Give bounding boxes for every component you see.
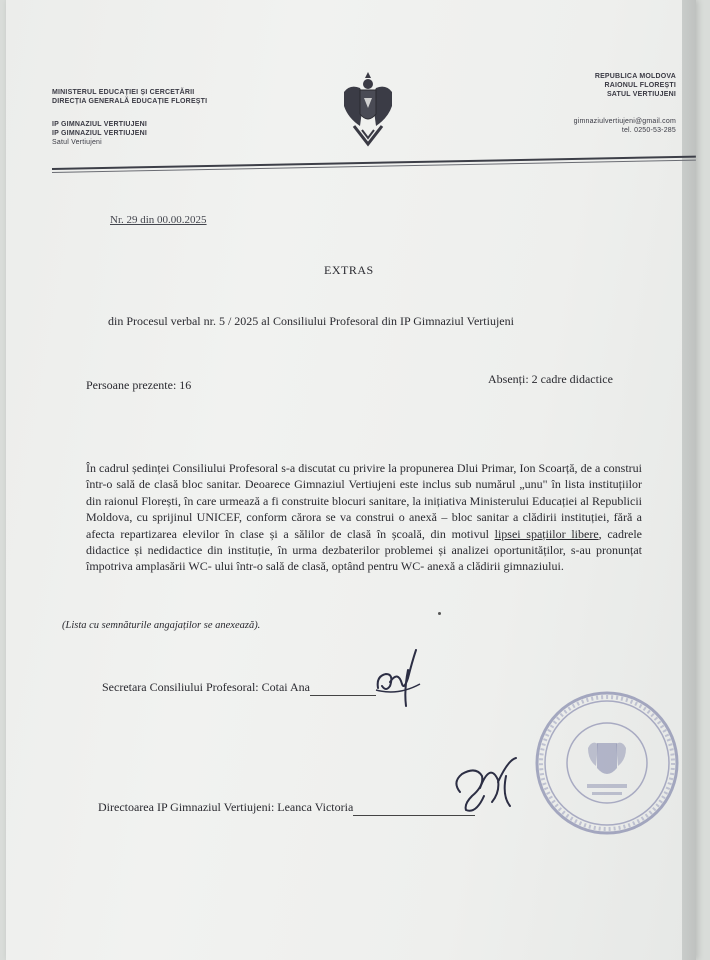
secretary-label: Secretara Consiliului Profesoral: Cotai Ana [102,680,310,694]
header-email: gimnaziulvertiujeni@gmail.com [573,118,676,125]
document-page [6,0,696,960]
secretary-signature-blank [310,680,376,696]
header-divider [52,156,696,170]
body-paragraph [86,460,642,575]
persons-present: Persoane prezente: 16 [86,378,192,392]
moldova-coat-of-arms-icon [340,66,396,156]
body-text-part1: În cadrul ședinței Consiliului Profesoral s-a discutat cu privire la propunerea Dlui Primar, Ion Scoarță, de a construi într-o sală de clasă bloc sanitar. Deoarece Gimnaziul Vertiujeni este inclus sub numărul „unu" în lista instituțiilor din raionul Florești, în care urmează a fi construite blocuri sanitare, la inițiativa Ministerului Educației al Republicii Moldova, cu sprijinul UNICEF, conform cărora se va construi o anexă – bloc sanitar a clădirii instituției, fără a afecta repartizarea elevilor în clase și a sălilor de clasă în școală, din motivul [86,461,642,541]
director-handwritten-signature [446,752,536,822]
page-edge [682,0,696,960]
header-school: IP GIMNAZIUL VERTIUJENI [52,121,147,128]
header-village: Satul Vertiujeni [52,139,102,146]
header-right-block [546,72,676,135]
ink-dot [438,612,441,615]
header-school-2: IP GIMNAZIUL VERTIUJENI [52,130,147,137]
body-text-underlined: lipsei spațiilor libere [494,526,599,541]
header-district: RAIONUL FLOREȘTI [604,82,676,89]
persons-absent: Absenți: 2 cadre didactice [488,372,613,386]
annex-note: (Lista cu semnăturile angajaților se anexează). [62,620,261,631]
header-ministry: MINISTERUL EDUCAȚIEI ȘI CERCETĂRII [52,89,195,96]
header-village-right: SATUL VERTIUJENI [606,91,676,98]
document-title: EXTRAS [324,263,374,277]
header-directorate: DIRECȚIA GENERALĂ EDUCAȚIE FLOREȘTI [52,98,208,105]
header-phone: tel. 0250-53-285 [621,127,676,134]
header-left-block [52,88,207,147]
registration-number: Nr. 29 din 00.00.2025 [110,214,207,226]
director-signature-line [98,800,475,816]
official-round-stamp-icon [532,688,682,838]
body-text-part2: , cadrele didactice și nedidactice din instituție, în urma dezbaterilor problemei și analizei oportunităților, s-au pronunțat împotriva amplasării WC- ului într-o sală de clasă, optând pentru WC- anexă a clădirii gimnaziului. [86,526,642,574]
director-label: Directoarea IP Gimnaziul Vertiujeni: Leanca Victoria [98,800,354,814]
secretary-handwritten-signature [368,640,428,710]
secretary-signature-line [102,680,376,696]
header-republic: REPUBLICA MOLDOVA [594,73,676,80]
document-subtitle: din Procesul verbal nr. 5 / 2025 al Consiliului Profesoral din IP Gimnaziul Vertiujeni [108,314,514,328]
